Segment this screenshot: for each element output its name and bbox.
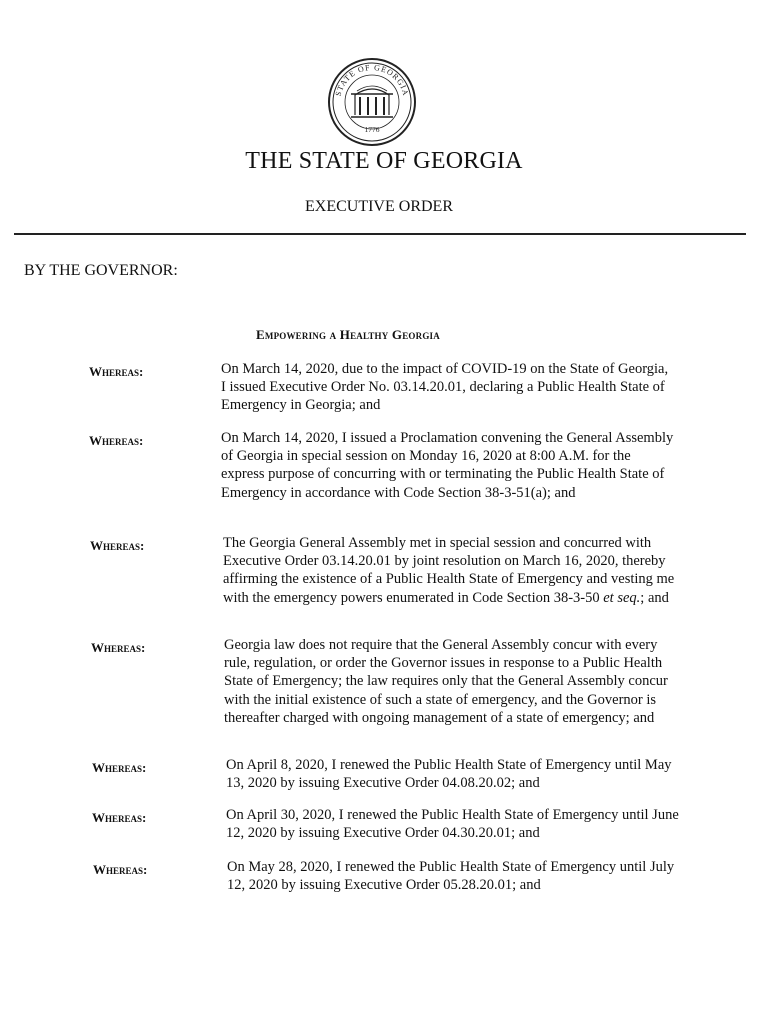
seal-text: STATE OF GEORGIA xyxy=(333,62,411,98)
whereas-label: Whereas: xyxy=(91,640,146,655)
whereas-text: On March 14, 2020, I issued a Proclamation convening the General Assembly of Georgia in special session on Monday 16, 2020 at 8:00 A.M. for the express purpose of concurring with or terminating the Public Health State of Emergency in accordance with Code Section 38-3-51(a); and xyxy=(221,430,674,501)
whereas-text: Georgia law does not require that the General Assembly concur with every rule, regulation, or order the Governor issues in response to a Public Health State of Emergency; the law requires only that the General Assembly concur with the initial existence of such a state of emergency, and the Governor is thereafter charged with ongoing management of a state of emergency; and xyxy=(224,637,668,726)
whereas-text: On May 28, 2020, I renewed the Public Health State of Emergency until July 12, 2020 by issuing Executive Order 05.28.20.01; and xyxy=(227,859,675,894)
whereas-text: On April 30, 2020, I renewed the Public Health State of Emergency until June 12, 2020 by issuing Executive Order 04.30.20.01; and xyxy=(226,807,679,842)
georgia-state-seal xyxy=(327,57,417,147)
whereas-label: Whereas: xyxy=(89,433,144,448)
by-the-governor: BY THE GOVERNOR: xyxy=(24,262,178,279)
whereas-label: Whereas: xyxy=(90,538,145,553)
whereas-text: On March 14, 2020, due to the impact of COVID-19 on the State of Georgia, I issued Executive Order No. 03.14.20.01, declaring a Public Health State of Emergency in Georgia; and xyxy=(221,361,669,414)
header-divider xyxy=(14,233,746,235)
whereas-text-italic: et seq. xyxy=(603,589,641,606)
whereas-label: Whereas: xyxy=(89,364,144,379)
document-subtitle: EXECUTIVE ORDER xyxy=(305,198,453,215)
whereas-text-end: ; and xyxy=(640,589,669,606)
whereas-label: Whereas: xyxy=(92,760,147,775)
whereas-text: On April 8, 2020, I renewed the Public Health State of Emergency until May 13, 2020 by issuing Executive Order 04.08.20.02; and xyxy=(226,757,672,792)
whereas-label: Whereas: xyxy=(92,810,147,825)
whereas-label: Whereas: xyxy=(93,862,148,877)
whereas-text-main: The Georgia General Assembly met in special session and concurred with Executive Order 03.14.20.01 by joint resolution on March 16, 2020, thereby affirming the existence of a Public Health State of Emergency and vesting me with the emergency powers enumerated in Code Section 38-3-50 xyxy=(223,535,675,606)
seal-year: 1776 xyxy=(364,125,380,134)
order-title: Empowering a Healthy Georgia xyxy=(256,327,440,342)
whereas-text xyxy=(223,534,678,607)
document-title: THE STATE OF GEORGIA xyxy=(245,148,523,174)
